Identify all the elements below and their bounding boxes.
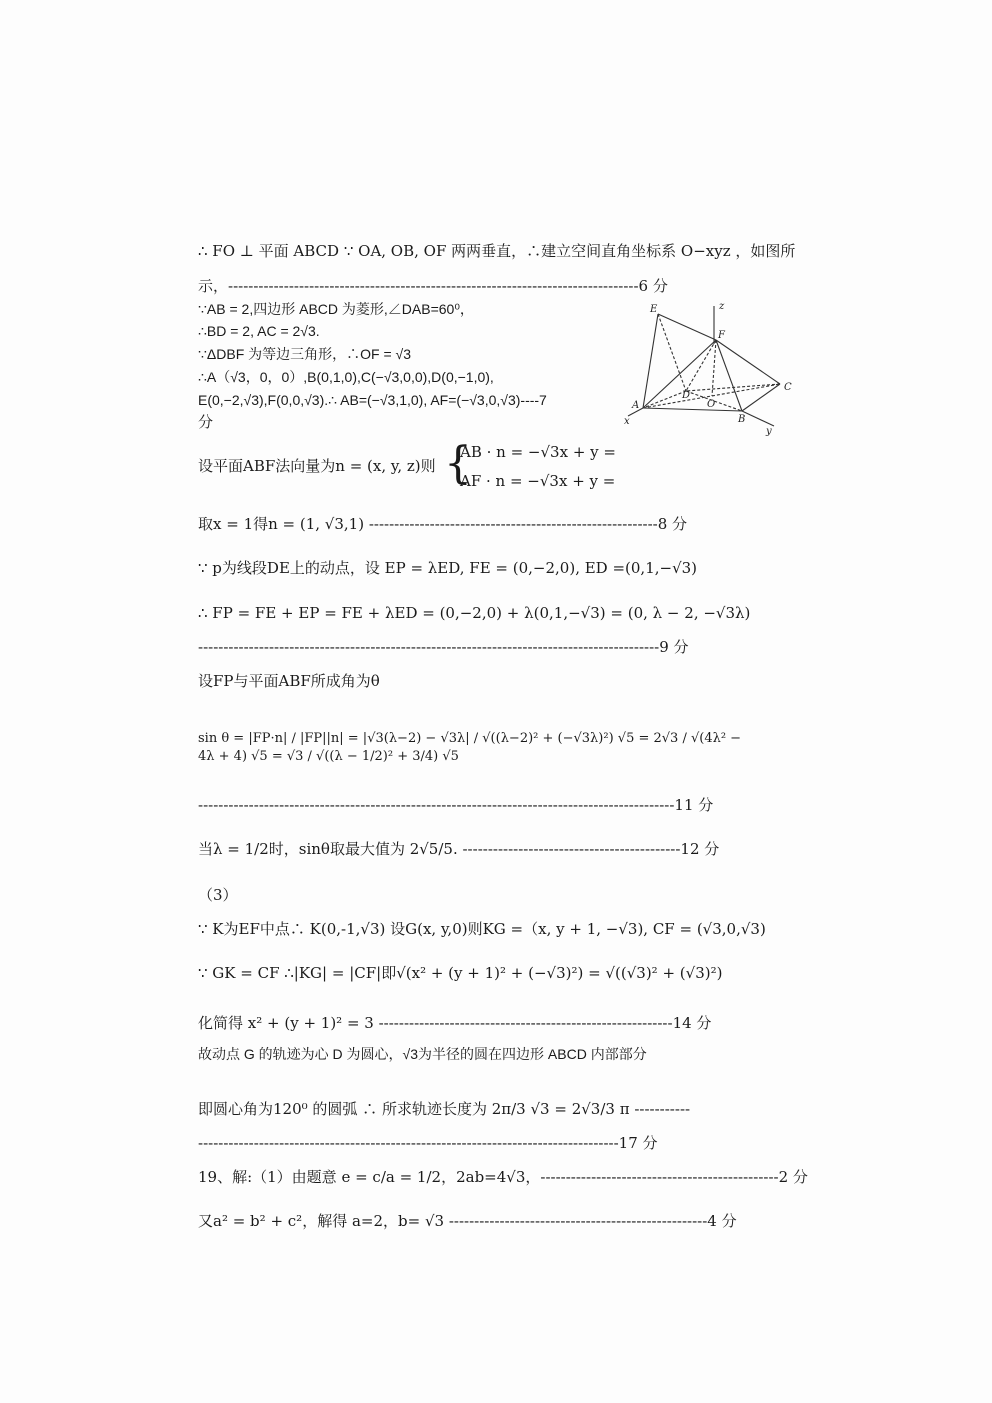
label-y: y [766, 426, 772, 437]
label-x: x [624, 416, 630, 427]
solution-line-3: ∵AB = 2,四边形 ABCD 为菱形,∠DAB=60⁰， [198, 301, 474, 317]
solution-line-16: ----------------------------------------------------------------------------------------------11 分 [198, 796, 714, 814]
edge-EF [658, 314, 716, 340]
solution-line-11: ∵ p为线段DE上的动点，设 EP = λED, FE = (0,−2,0), ED =(0,1,−√3) [198, 559, 698, 577]
solution-line-9: 设平面ABF法向量为n = (x, y, z)则 [198, 457, 436, 475]
solution-line-4: ∴BD = 2, AC = 2√3. [198, 323, 320, 339]
solution-line-10: 取x = 1得n = (1, √3,1) ---------------------------------------------------------8 分 [198, 515, 688, 533]
label-O: O [707, 399, 716, 410]
solution-line-15-sin-theta: sin θ = |FP·n| / |FP||n| = |√3(λ−2) − √3λ| / √((λ−2)² + (−√3λ)²) √5 = 2√3 / √(4λ² − 4λ + 4) √5 = √3 / √((λ − 1/2)² + 3/4) √5 [198, 731, 742, 764]
label-A: A [632, 400, 640, 411]
solution-line-26: 又a² = b² + c²，解得 a=2，b= √3 ---------------------------------------------------4 分 [198, 1212, 737, 1230]
system-eq-1: AB · n = −√3x + y = [460, 443, 616, 461]
solution-line-24: -----------------------------------------------------------------------------------17 分 [198, 1134, 658, 1152]
edge-AB [643, 408, 742, 411]
y-axis [742, 411, 774, 426]
solution-line-6: ∴A（√3，0，0）,B(0,1,0),C(−√3,0,0),D(0,−1,0), [198, 369, 494, 385]
segment-FO [712, 340, 716, 396]
edge-FD [686, 340, 716, 391]
solution-line-8: 分 [198, 413, 214, 431]
solution-line-21: 化简得 x² + (y + 1)² = 3 ----------------------------------------------------------14 分 [198, 1014, 712, 1032]
solution-line-25: 19、解:（1）由题意 e = c/a = 1/2，2ab=4√3，-----------------------------------------------2 分 [198, 1168, 808, 1186]
edge-FC [716, 340, 780, 384]
label-B: B [738, 414, 746, 425]
pyramid-figure [618, 296, 800, 438]
solution-line-12: ∴ FP = FE + EP = FE + λED = (0,−2,0) + λ(0,1,−√3) = (0, λ − 2, −√3λ) [198, 604, 751, 622]
edge-DA [643, 391, 686, 408]
label-F: F [718, 330, 725, 341]
label-C: C [784, 382, 792, 393]
edge-EA [643, 314, 658, 408]
edge-FB [716, 340, 742, 411]
label-D: D [682, 390, 691, 401]
solution-line-14: 设FP与平面ABF所成角为θ [198, 672, 380, 690]
system-brace: { [444, 438, 472, 489]
solution-line-5: ∵ΔDBF 为等边三角形，∴OF = √3 [198, 346, 412, 362]
solution-line-13: -------------------------------------------------------------------------------------------9 分 [198, 638, 689, 656]
solution-line-22: 故动点 G 的轨迹为心 D 为圆心，√3为半径的圆在四边形 ABCD 内部部分 [198, 1046, 647, 1062]
solution-line-18: （3） [198, 886, 238, 904]
solution-line-1: ∴ FO ⊥ 平面 ABCD ∵ OA, OB, OF 两两垂直，∴建立空间直角坐标系 O−xyz ，如图所 [198, 242, 796, 260]
edge-BC [742, 384, 780, 411]
label-z: z [719, 301, 725, 312]
solution-line-7: E(0,−2,√3),F(0,0,√3).∴ AB=(−√3,1,0), AF=(−√3,0,√3)----7 [198, 392, 547, 408]
system-eq-2: AF · n = −√3x + y = [460, 472, 616, 490]
solution-line-23: 即圆心角为120⁰ 的圆弧 ∴ 所求轨迹长度为 2π/3 √3 = 2√3/3 π ----------- [198, 1100, 691, 1118]
solution-line-19: ∵ K为EF中点∴ K(0,-1,√3) 设G(x, y,0)则KG =（x, y + 1, −√3), CF = (√3,0,√3) [198, 920, 766, 938]
edge-ED [658, 314, 686, 391]
label-E: E [650, 304, 658, 315]
solution-line-20: ∵ GK = CF ∴|KG| = |CF|即√(x² + (y + 1)² + (−√3)²) = √((√3)² + (√3)²) [198, 964, 723, 982]
solution-line-2: 示，---------------------------------------------------------------------------------6 分 [198, 277, 668, 295]
solution-line-17: 当λ = 1/2时，sinθ取最大值为 2√5/5. -------------------------------------------12 分 [198, 840, 720, 858]
